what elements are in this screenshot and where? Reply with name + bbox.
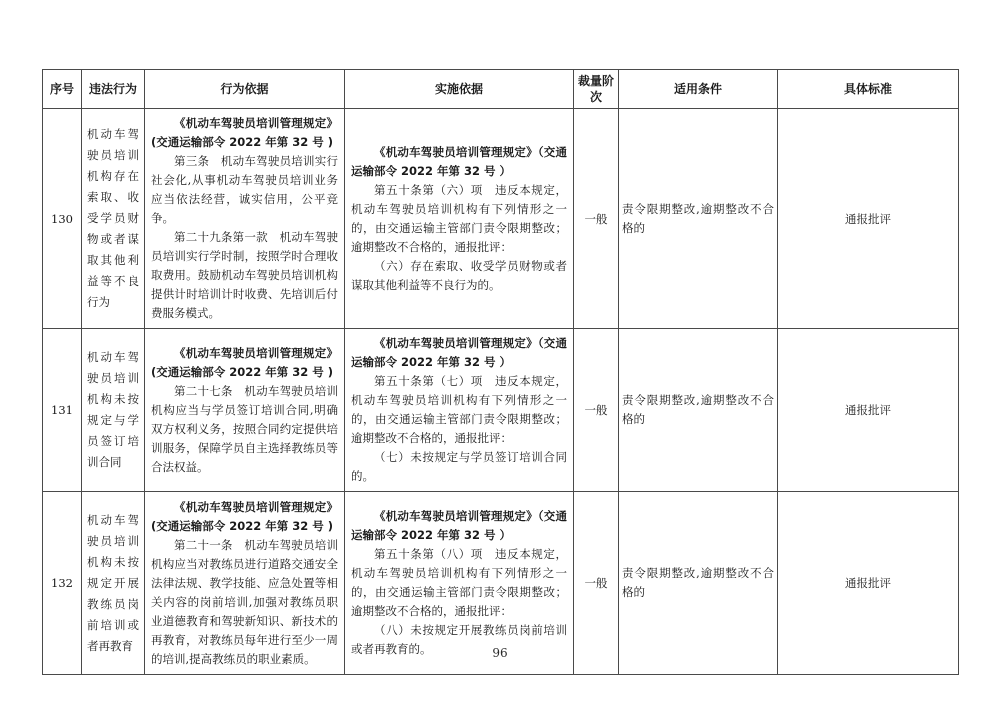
header-violation: 违法行为 [82, 70, 145, 109]
regulation-paragraph: （七）未按规定与学员签订培训合同的。 [351, 450, 567, 483]
serial-number: 130 [43, 109, 82, 329]
applicable-condition: 责令限期整改,逾期整改不合格的 [619, 492, 778, 675]
header-implementation-basis: 实施依据 [345, 70, 574, 109]
regulation-paragraph: 第五十条第（七）项 违反本规定，机动车驾驶员培训机构有下列情形之一的，由交通运输主管部门责令限期整改；逾期整改不合格的，通报批评： [351, 374, 567, 445]
violation-text: 机动车驾驶员培训机构存在索取、收受学员财物或者谋取其他利益等不良行为 [82, 109, 145, 329]
specific-standard: 通报批评 [778, 329, 959, 492]
header-serial-number: 序号 [43, 70, 82, 109]
regulation-title: 《机动车驾驶员培训管理规定》（交通运输部令 2022 年第 32 号 ） [351, 509, 567, 542]
page-number: 96 [492, 646, 508, 660]
violation-text: 机动车驾驶员培训机构未按规定开展教练员岗前培训或者再教育 [82, 492, 145, 675]
implementation-basis-cell [345, 329, 574, 492]
penalty-discretion-table [42, 69, 959, 675]
serial-number: 131 [43, 329, 82, 492]
regulation-title: 《机动车驾驶员培训管理规定》(交通运输部令 2022 年第 32 号 ) [151, 345, 338, 379]
applicable-condition: 责令限期整改,逾期整改不合格的 [619, 109, 778, 329]
regulation-title: 《机动车驾驶员培训管理规定》（交通运输部令 2022 年第 32 号 ） [351, 144, 567, 178]
discretion-level: 一般 [574, 492, 619, 675]
table-row [43, 109, 959, 329]
regulation-title: 《机动车驾驶员培训管理规定》(交通运输部令 2022 年第 32 号 ) [151, 116, 338, 149]
header-applicable-condition: 适用条件 [619, 70, 778, 109]
header-specific-standard: 具体标准 [778, 70, 959, 109]
discretion-level: 一般 [574, 109, 619, 329]
behavior-basis-cell [145, 109, 345, 329]
specific-standard: 通报批评 [778, 492, 959, 675]
regulation-title: 《机动车驾驶员培训管理规定》（交通运输部令 2022 年第 32 号 ） [351, 336, 567, 369]
regulation-title: 《机动车驾驶员培训管理规定》(交通运输部令 2022 年第 32 号 ) [151, 499, 338, 533]
regulation-paragraph: （八）未按规定开展教练员岗前培训或者再教育的。 [351, 623, 567, 656]
header-behavior-basis: 行为依据 [145, 70, 345, 109]
implementation-basis-cell [345, 109, 574, 329]
regulation-paragraph: 第五十条第（八）项 违反本规定，机动车驾驶员培训机构有下列情形之一的，由交通运输主管部门责令限期整改；逾期整改不合格的，通报批评： [351, 547, 567, 618]
regulation-paragraph: 第二十九条第一款 机动车驾驶员培训实行学时制，按照学时合理收取费用。鼓励机动车驾驶员培训机构提供计时培训计时收费、先培训后付费服务模式。 [151, 230, 338, 320]
applicable-condition: 责令限期整改,逾期整改不合格的 [619, 329, 778, 492]
serial-number: 132 [43, 492, 82, 675]
behavior-basis-cell [145, 329, 345, 492]
regulation-paragraph: 第五十条第（六）项 违反本规定，机动车驾驶员培训机构有下列情形之一的，由交通运输主管部门责令限期整改；逾期整改不合格的，通报批评： [351, 182, 567, 254]
regulation-paragraph: （六）存在索取、收受学员财物或者谋取其他利益等不良行为的。 [351, 258, 567, 292]
regulation-paragraph: 第三条 机动车驾驶员培训实行社会化,从事机动车驾驶员培训业务应当依法经营，诚实信用，公平竞争。 [151, 154, 338, 225]
regulation-paragraph: 第二十一条 机动车驾驶员培训机构应当对教练员进行道路交通安全法律法规、教学技能、应急处置等相关内容的岗前培训,加强对教练员职业道德教育和驾驶新知识、新技术的再教育，对教练员每年进行至少一周的培训,提高教练员的职业素质。 [151, 537, 338, 666]
table-row [43, 329, 959, 492]
specific-standard: 通报批评 [778, 109, 959, 329]
regulation-paragraph: 第二十七条 机动车驾驶员培训机构应当与学员签订培训合同,明确双方权利义务，按照合同约定提供培训服务，保障学员自主选择教练员等合法权益。 [151, 383, 338, 474]
table-header-row [43, 70, 959, 109]
header-discretion-level: 裁量阶次 [574, 70, 619, 109]
violation-text: 机动车驾驶员培训机构未按规定与学员签订培训合同 [82, 329, 145, 492]
discretion-level: 一般 [574, 329, 619, 492]
